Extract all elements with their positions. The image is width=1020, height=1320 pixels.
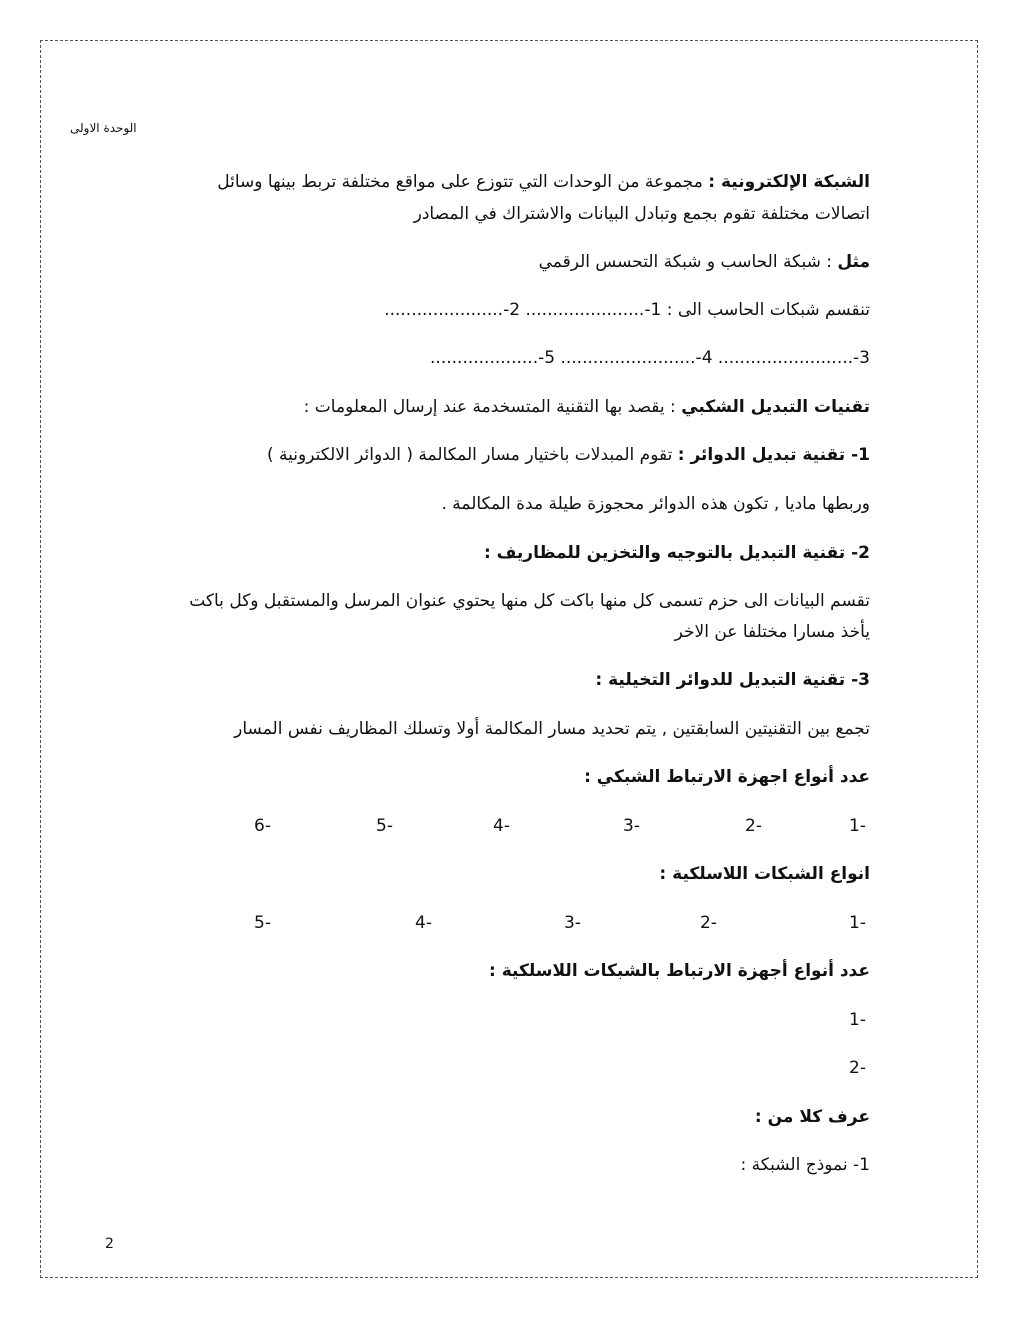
define-item-1: 1- نموذج الشبكة : xyxy=(740,1155,870,1175)
wireless-devices-item-2: 2- xyxy=(849,1058,866,1078)
page-number: 2 xyxy=(105,1236,114,1252)
packet-title xyxy=(484,541,870,565)
circuit-text: تقوم المبدلات باختيار مسار المكالمة ( الدوائر الالكترونية ) xyxy=(267,445,673,465)
wireless-item-2: 2- xyxy=(700,913,717,933)
circuit-title: 1- تقنية تبديل الدوائر : xyxy=(677,445,870,465)
switching-title: تقنيات التبديل الشكبي xyxy=(681,397,870,417)
virtual-title xyxy=(595,668,870,692)
definition-text-1: مجموعة من الوحدات التي تتوزع على مواقع مختلفة تربط بينها وسائل xyxy=(217,172,703,192)
definition-line-2: اتصالات مختلفة تقوم بجمع وتبادل البيانات والاشتراك في المصادر xyxy=(413,204,870,224)
switching-text: : يقصد بها التقنية المتسخدمة عند إرسال المعلومات : xyxy=(303,397,676,417)
definition-term: الشبكة الإلكترونية : xyxy=(708,172,870,192)
wireless-item-1: 1- xyxy=(849,913,866,933)
example-line xyxy=(539,250,870,274)
devices-item-2: 2- xyxy=(745,816,762,836)
wireless-item-4: 4- xyxy=(415,913,432,933)
wireless-devices-item-1: 1- xyxy=(849,1010,866,1030)
devices-item-3: 3- xyxy=(623,816,640,836)
circuit-line-2: وربطها ماديا , تكون هذه الدوائر محجوزة طيلة مدة المكالمة . xyxy=(441,494,870,514)
example-text: : شبكة الحاسب و شبكة التحسس الرقمي xyxy=(538,252,832,272)
wireless-devices-title xyxy=(489,959,870,983)
wireless-item-5: 5- xyxy=(254,913,271,933)
division-line-1: تنقسم شبكات الحاسب الى : 1-...................... 2-...................... xyxy=(384,300,870,320)
unit-header: الوحدة الاولى xyxy=(70,121,137,135)
example-label: مثل xyxy=(837,252,870,272)
virtual-title-text: 3- تقنية التبديل للدوائر التخيلية : xyxy=(595,670,870,690)
wireless-title-text: انواع الشبكات اللاسلكية : xyxy=(659,864,870,884)
devices-item-1: 1- xyxy=(849,816,866,836)
packet-line-1: تقسم البيانات الى حزم تسمى كل منها باكت كل منها يحتوي عنوان المرسل والمستقبل وكل باكت xyxy=(189,591,870,611)
definition-line-1 xyxy=(217,170,870,194)
wireless-item-3: 3- xyxy=(564,913,581,933)
define-title-text: عرف كلا من : xyxy=(754,1107,870,1127)
switching-line xyxy=(304,395,870,419)
division-line-2: 3-......................... 4-......................... 5-.................... xyxy=(430,348,870,368)
packet-line-2: يأخذ مسارا مختلفا عن الاخر xyxy=(674,622,870,642)
devices-title xyxy=(584,765,870,789)
virtual-text: تجمع بين التقنيتين السابقتين , يتم تحديد مسار المكالمة أولا وتسلك المظاريف نفس المسار xyxy=(234,719,870,739)
define-title xyxy=(755,1105,870,1129)
circuit-line xyxy=(267,443,870,467)
devices-item-5: 5- xyxy=(376,816,393,836)
devices-item-6: 6- xyxy=(254,816,271,836)
packet-title-text: 2- تقنية التبديل بالتوجيه والتخزين للمظاريف : xyxy=(483,543,870,563)
wireless-devices-title-text: عدد أنواع أجهزة الارتباط بالشبكات اللاسلكية : xyxy=(489,961,870,981)
devices-title-text: عدد أنواع اجهزة الارتباط الشبكي : xyxy=(584,767,870,787)
devices-item-4: 4- xyxy=(493,816,510,836)
wireless-title xyxy=(659,862,870,886)
